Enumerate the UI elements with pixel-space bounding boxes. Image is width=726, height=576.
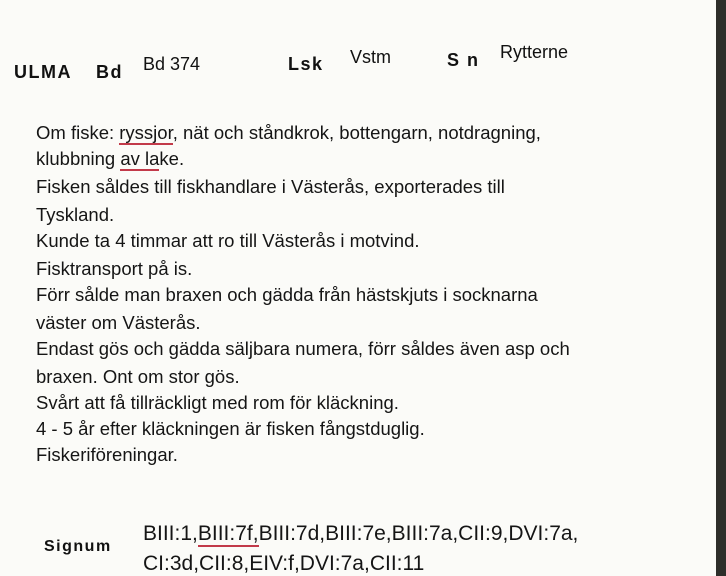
archive-label: ULMA bbox=[14, 62, 72, 82]
scan-border bbox=[716, 0, 726, 576]
sn-value: Rytterne bbox=[500, 42, 569, 62]
note-line: Fiskeriföreningar. bbox=[36, 444, 178, 465]
note-line: braxen. Ont om stor gös. bbox=[36, 366, 240, 387]
lsk-value: Vstm bbox=[350, 47, 392, 67]
note-line: Fisktransport på is. bbox=[36, 258, 193, 279]
note-line: Svårt att få tillräckligt med rom för kläckning. bbox=[36, 392, 399, 413]
bd-label: Bd bbox=[96, 62, 123, 82]
bd-value: Bd 374 bbox=[143, 54, 201, 74]
underlined-term: ryssjor bbox=[119, 122, 173, 143]
note-line: Förr sålde man braxen och gädda från hästskjuts i socknarna bbox=[36, 284, 538, 305]
signum-codes: BIII:1,BIII:7f,BIII:7d,BIII:7e,BIII:7a,CII:9,DVI:7a, bbox=[143, 522, 579, 545]
underlined-code: BIII:7f, bbox=[197, 522, 259, 545]
underlined-term: av la bbox=[120, 148, 160, 169]
sn-label: S n bbox=[447, 50, 480, 70]
note-line: Fisken såldes till fiskhandlare i Västerås, exporterades till bbox=[36, 176, 505, 197]
note-line: väster om Västerås. bbox=[36, 312, 201, 333]
note-line: klubbning av lake. bbox=[36, 148, 185, 169]
note-line: 4 - 5 år efter kläckningen är fisken fångstduglig. bbox=[36, 418, 425, 439]
note-line: Tyskland. bbox=[36, 204, 115, 225]
note-line: Endast gös och gädda säljbara numera, förr såldes även asp och bbox=[36, 338, 570, 359]
note-line: Om fiske: ryssjor, nät och ståndkrok, bottengarn, notdragning, bbox=[36, 122, 541, 143]
note-line: Kunde ta 4 timmar att ro till Västerås i motvind. bbox=[36, 230, 420, 251]
signum-label: Signum bbox=[44, 538, 112, 555]
lsk-label: Lsk bbox=[288, 54, 324, 74]
signum-codes-continued: CI:3d,CII:8,EIV:f,DVI:7a,CII:11 bbox=[143, 552, 425, 575]
